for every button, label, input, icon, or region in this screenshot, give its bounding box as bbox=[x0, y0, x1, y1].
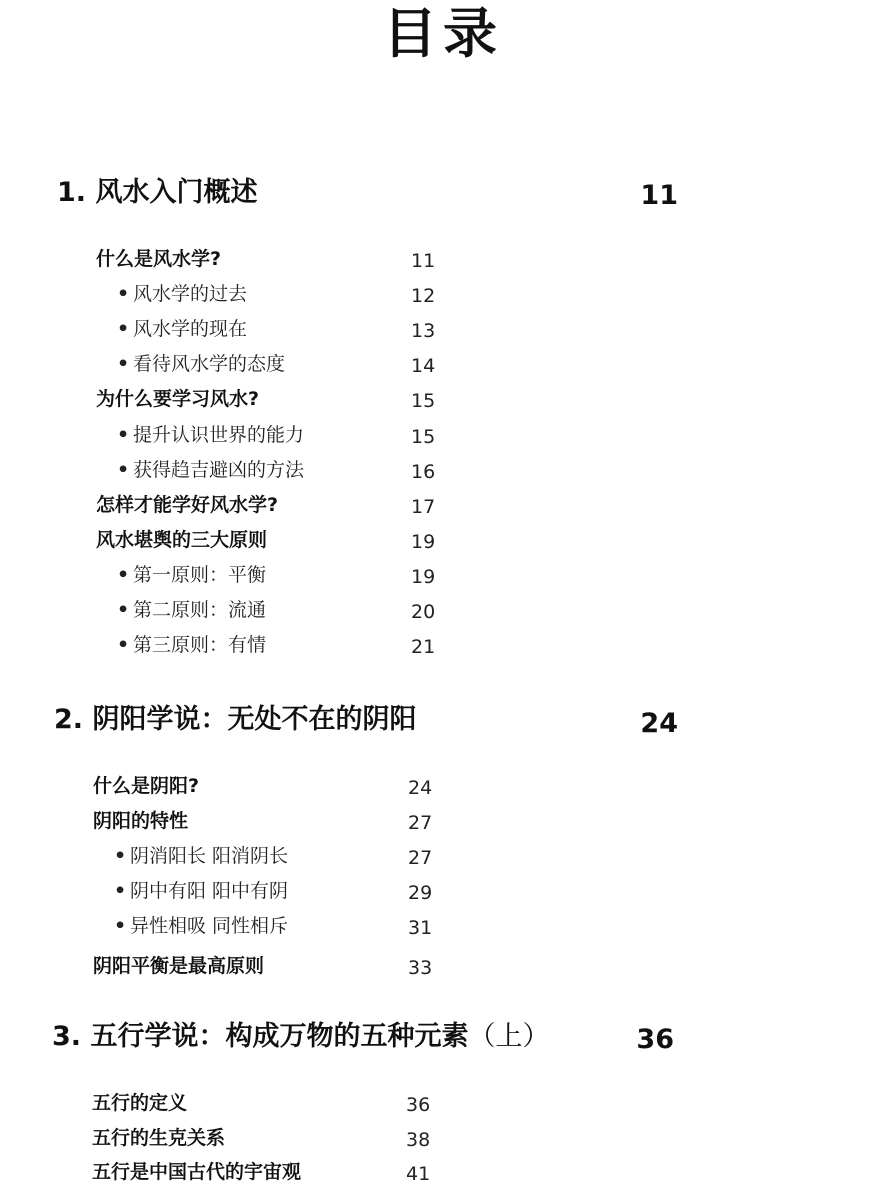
toc-subentry bbox=[114, 844, 288, 868]
toc-subentry-label: 异性相吸 同性相斥 bbox=[130, 915, 289, 937]
toc-entry-page: 27 bbox=[408, 847, 433, 869]
chapter-title bbox=[52, 1021, 549, 1053]
toc-subentry bbox=[117, 598, 266, 622]
toc-subentry bbox=[117, 563, 266, 587]
bullet-icon: • bbox=[117, 283, 130, 305]
toc-subentry-label: 获得趋吉避凶的方法 bbox=[133, 459, 305, 481]
toc-entry-page: 31 bbox=[408, 917, 433, 939]
bullet-icon: • bbox=[117, 634, 130, 656]
chapter-title bbox=[57, 177, 257, 209]
toc-entry-page: 27 bbox=[408, 812, 433, 834]
toc-subentry-label: 第三原则：有情 bbox=[133, 634, 267, 656]
toc-subentry-label: 看待风水学的态度 bbox=[133, 353, 286, 375]
toc-subentry bbox=[117, 352, 285, 376]
toc-entry: 什么是风水学? bbox=[96, 248, 222, 270]
toc-entry: 阴阳平衡是最高原则 bbox=[93, 955, 265, 977]
chapter-title-text: 1. 风水入门概述 bbox=[57, 177, 258, 208]
toc-subentry-label: 风水学的现在 bbox=[133, 318, 248, 340]
toc-entry-page: 29 bbox=[408, 882, 433, 904]
bullet-icon: • bbox=[117, 564, 130, 586]
page-title: 目录 bbox=[383, 2, 503, 65]
toc-entry-page: 11 bbox=[411, 250, 436, 272]
toc-entry-page: 15 bbox=[411, 390, 436, 412]
toc-entry-page: 16 bbox=[411, 461, 436, 483]
toc-entry: 阴阳的特性 bbox=[93, 810, 189, 832]
toc-subentry-label: 风水学的过去 bbox=[133, 283, 248, 305]
toc-entry: 什么是阴阳? bbox=[93, 775, 200, 797]
toc-subentry bbox=[114, 914, 288, 938]
chapter-title-suffix: （上） bbox=[468, 1021, 550, 1052]
chapter-title-text: 3. 五行学说：构成万物的五种元素 bbox=[52, 1021, 469, 1052]
toc-entry-page: 14 bbox=[411, 355, 436, 377]
toc-entry-page: 41 bbox=[406, 1163, 431, 1185]
toc-entry: 怎样才能学好风水学? bbox=[96, 494, 279, 516]
chapter-title bbox=[54, 704, 416, 736]
toc-entry-page: 33 bbox=[408, 957, 433, 979]
toc-entry-page: 20 bbox=[411, 601, 436, 623]
toc-subentry bbox=[117, 282, 247, 306]
toc-subentry-label: 阴消阳长 阳消阴长 bbox=[130, 845, 289, 867]
toc-entry-page: 15 bbox=[411, 426, 436, 448]
toc-entry: 风水堪舆的三大原则 bbox=[96, 529, 268, 551]
toc-entry-page: 13 bbox=[411, 320, 436, 342]
toc-subentry-label: 阴中有阳 阳中有阴 bbox=[130, 880, 289, 902]
chapter-page-number: 36 bbox=[636, 1024, 674, 1055]
bullet-icon: • bbox=[117, 424, 130, 446]
bullet-icon: • bbox=[114, 845, 127, 867]
chapter-page-number: 24 bbox=[640, 708, 678, 739]
toc-entry-page: 17 bbox=[411, 496, 436, 518]
toc-subentry bbox=[117, 317, 247, 341]
toc-entry-page: 19 bbox=[411, 566, 436, 588]
toc-entry: 五行是中国古代的宇宙观 bbox=[92, 1161, 302, 1183]
bullet-icon: • bbox=[117, 599, 130, 621]
toc-subentry bbox=[117, 633, 266, 657]
toc-subentry-label: 提升认识世界的能力 bbox=[133, 424, 305, 446]
toc-subentry bbox=[117, 458, 304, 482]
toc-entry-page: 38 bbox=[406, 1129, 431, 1151]
toc-subentry bbox=[117, 423, 304, 447]
toc-subentry-label: 第二原则：流通 bbox=[133, 599, 267, 621]
bullet-icon: • bbox=[117, 459, 130, 481]
chapter-title-text: 2. 阴阳学说：无处不在的阴阳 bbox=[54, 704, 417, 735]
toc-subentry bbox=[114, 879, 288, 903]
chapter-page-number: 11 bbox=[640, 180, 678, 211]
toc-entry-page: 19 bbox=[411, 531, 436, 553]
toc-entry: 五行的生克关系 bbox=[92, 1127, 226, 1149]
bullet-icon: • bbox=[117, 318, 130, 340]
toc-entry: 五行的定义 bbox=[92, 1092, 188, 1114]
toc-entry-page: 36 bbox=[406, 1094, 431, 1116]
bullet-icon: • bbox=[114, 915, 127, 937]
toc-entry-page: 12 bbox=[411, 285, 436, 307]
toc-entry-page: 24 bbox=[408, 777, 433, 799]
toc-entry: 为什么要学习风水? bbox=[96, 388, 260, 410]
toc-entry-page: 21 bbox=[411, 636, 436, 658]
bullet-icon: • bbox=[114, 880, 127, 902]
bullet-icon: • bbox=[117, 353, 130, 375]
toc-subentry-label: 第一原则：平衡 bbox=[133, 564, 267, 586]
